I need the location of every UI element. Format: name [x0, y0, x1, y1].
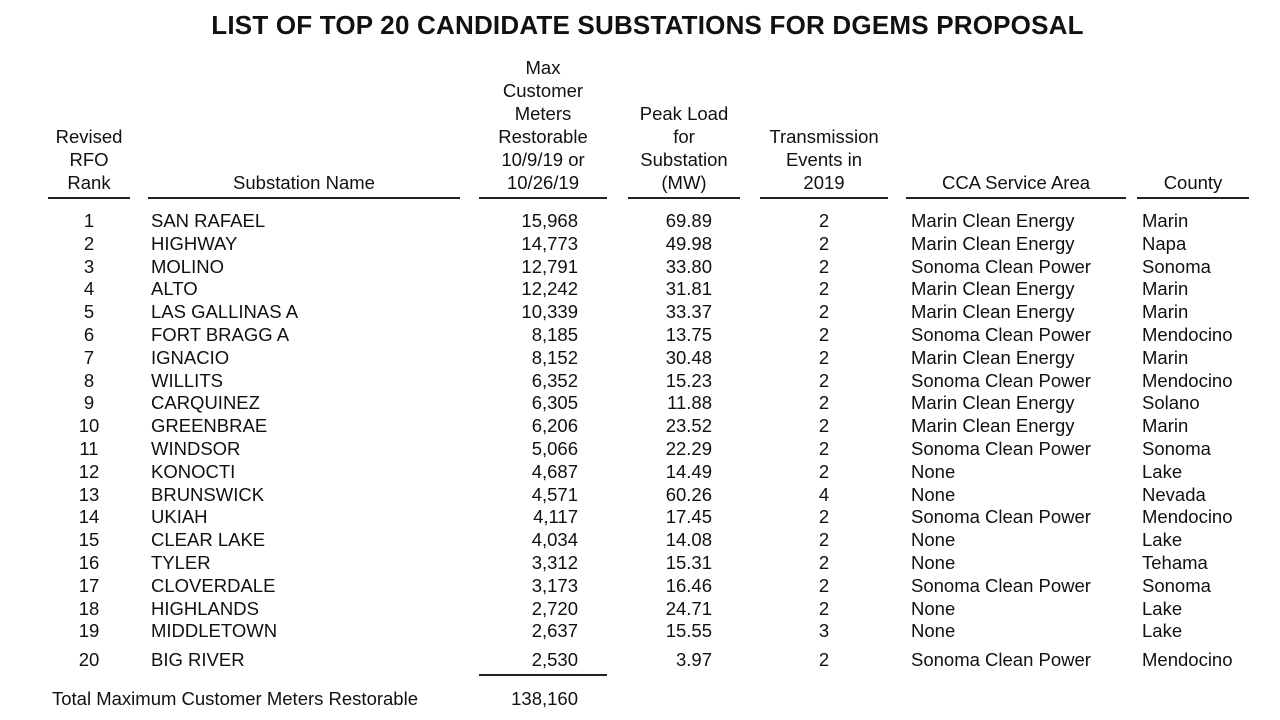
cell-rank: 11 — [79, 437, 99, 459]
cell-substation-name: SAN RAFAEL — [151, 210, 266, 231]
table-row — [0, 575, 1280, 598]
cell-transmission-events: 2 — [818, 232, 830, 254]
cell-county: Nevada — [1142, 483, 1206, 505]
cell-rank: 3 — [83, 255, 95, 277]
header-line: Substation — [640, 149, 728, 170]
header-rank — [48, 125, 130, 194]
cell-rank: 14 — [78, 506, 100, 528]
cell-cca-service-area: Sonoma Clean Power — [911, 574, 1091, 596]
cell-cca-service-area: Sonoma Clean Power — [911, 649, 1091, 671]
cell-rank: 5 — [83, 301, 95, 323]
cell-substation-name: BRUNSWICK — [151, 483, 265, 505]
cell-max-meters: 2,530 — [531, 649, 578, 671]
cell-cca-service-area: Marin Clean Energy — [911, 392, 1075, 414]
cell-peak-load: 49.98 — [665, 232, 712, 254]
cell-peak-load: 11.88 — [667, 392, 712, 414]
header-rule-meters — [479, 197, 607, 199]
cell-peak-load: 3.97 — [675, 649, 712, 671]
cell-county: Marin — [1142, 346, 1189, 368]
cell-max-meters: 4,034 — [531, 529, 578, 551]
cell-peak-load: 15.23 — [665, 369, 712, 391]
cell-peak-load: 33.37 — [665, 301, 712, 323]
header-line: RFO — [69, 149, 109, 170]
cell-rank: 13 — [78, 483, 100, 505]
cell-county: Marin — [1142, 301, 1189, 323]
cell-rank: 9 — [83, 392, 95, 414]
header-line: Max — [525, 57, 561, 78]
cell-county: Marin — [1142, 278, 1189, 300]
cell-county: Mendocino — [1142, 649, 1233, 671]
cell-cca-service-area: Marin Clean Energy — [911, 346, 1075, 368]
table-row — [0, 461, 1280, 484]
cell-county: Sonoma — [1142, 574, 1211, 596]
header-rule-name — [148, 197, 460, 199]
cell-transmission-events: 2 — [818, 649, 830, 671]
cell-max-meters: 14,773 — [521, 232, 578, 254]
table-row — [0, 301, 1280, 324]
table-row — [0, 620, 1280, 643]
cell-substation-name: LAS GALLINAS A — [151, 301, 299, 323]
cell-rank: 16 — [78, 551, 100, 573]
cell-transmission-events: 2 — [818, 597, 830, 619]
cell-cca-service-area: None — [911, 620, 956, 642]
table-row — [0, 506, 1280, 529]
header-cca-service-area — [906, 171, 1126, 194]
cell-max-meters: 4,117 — [533, 506, 578, 528]
cell-max-meters: 2,720 — [531, 597, 578, 619]
cell-rank: 12 — [78, 460, 100, 482]
header-peak-load — [628, 102, 740, 194]
cell-county: Lake — [1142, 597, 1183, 619]
cell-substation-name: MOLINO — [151, 255, 224, 277]
cell-transmission-events: 2 — [818, 415, 830, 437]
cell-peak-load: 24.71 — [665, 597, 712, 619]
cell-peak-load: 30.48 — [665, 346, 712, 368]
cell-peak-load: 22.29 — [665, 437, 712, 459]
header-line: County — [1163, 172, 1223, 193]
cell-transmission-events: 2 — [818, 323, 830, 345]
table-row — [0, 256, 1280, 279]
cell-substation-name: FORT BRAGG A — [151, 323, 290, 345]
cell-peak-load: 31.81 — [665, 278, 712, 300]
header-line: Rank — [67, 172, 111, 193]
cell-county: Sonoma — [1142, 437, 1211, 459]
header-line: 10/26/19 — [506, 172, 579, 193]
cell-county: Mendocino — [1142, 323, 1233, 345]
header-line: 10/9/19 or — [501, 149, 585, 170]
cell-peak-load: 14.08 — [665, 529, 712, 551]
cell-peak-load: 23.52 — [665, 415, 712, 437]
cell-transmission-events: 2 — [818, 255, 830, 277]
cell-transmission-events: 2 — [818, 551, 830, 573]
cell-max-meters: 6,305 — [531, 392, 578, 414]
table-row — [0, 438, 1280, 461]
cell-cca-service-area: Marin Clean Energy — [911, 301, 1075, 323]
cell-max-meters: 8,152 — [531, 346, 578, 368]
cell-max-meters: 4,571 — [531, 483, 578, 505]
cell-max-meters: 2,637 — [531, 620, 578, 642]
cell-rank: 18 — [78, 597, 100, 619]
cell-cca-service-area: Marin Clean Energy — [911, 278, 1075, 300]
cell-substation-name: HIGHWAY — [151, 232, 238, 254]
cell-max-meters: 3,312 — [531, 551, 578, 573]
cell-substation-name: WILLITS — [151, 369, 223, 391]
cell-county: Mendocino — [1142, 506, 1233, 528]
cell-transmission-events: 2 — [818, 460, 830, 482]
cell-county: Lake — [1142, 460, 1183, 482]
cell-county: Napa — [1142, 232, 1187, 254]
cell-max-meters: 12,791 — [521, 255, 578, 277]
cell-cca-service-area: Marin Clean Energy — [911, 232, 1075, 254]
cell-rank: 7 — [83, 346, 95, 368]
header-rule-cca — [906, 197, 1126, 199]
cell-peak-load: 69.89 — [665, 210, 712, 231]
cell-cca-service-area: Marin Clean Energy — [911, 415, 1075, 437]
cell-peak-load: 16.46 — [665, 574, 712, 596]
cell-substation-name: BIG RIVER — [151, 649, 245, 671]
cell-substation-name: CLEAR LAKE — [151, 529, 266, 551]
total-label: Total Maximum Customer Meters Restorable — [52, 688, 418, 709]
substation-table-body — [0, 210, 1280, 671]
table-row — [0, 552, 1280, 575]
header-rule-transmission — [760, 197, 888, 199]
cell-cca-service-area: Marin Clean Energy — [911, 210, 1075, 231]
cell-transmission-events: 2 — [818, 278, 830, 300]
cell-rank: 4 — [83, 278, 95, 300]
cell-rank: 19 — [78, 620, 100, 642]
cell-substation-name: UKIAH — [151, 506, 208, 528]
header-line: (MW) — [661, 172, 707, 193]
header-line: Events in — [785, 149, 863, 170]
cell-peak-load: 15.31 — [665, 551, 712, 573]
cell-rank: 15 — [78, 529, 100, 551]
cell-max-meters: 4,687 — [531, 460, 578, 482]
table-row — [0, 484, 1280, 507]
cell-rank: 6 — [83, 323, 95, 345]
cell-substation-name: KONOCTI — [151, 460, 236, 482]
table-row — [0, 529, 1280, 552]
header-line: Revised — [55, 126, 123, 147]
cell-rank: 2 — [83, 232, 95, 254]
header-rule-rank — [48, 197, 130, 199]
cell-max-meters: 15,968 — [521, 210, 578, 231]
cell-substation-name: IGNACIO — [151, 346, 230, 368]
cell-county: Solano — [1142, 392, 1200, 414]
cell-peak-load: 17.45 — [665, 506, 712, 528]
cell-substation-name: TYLER — [151, 551, 211, 573]
total-rule — [479, 674, 607, 676]
header-line: Substation Name — [233, 172, 375, 193]
header-line: Restorable — [498, 126, 588, 147]
table-row — [0, 233, 1280, 256]
cell-rank: 17 — [78, 574, 100, 596]
cell-county: Lake — [1142, 620, 1183, 642]
cell-max-meters: 10,339 — [521, 301, 578, 323]
header-line: CCA Service Area — [941, 172, 1091, 193]
cell-transmission-events: 2 — [818, 301, 830, 323]
cell-substation-name: ALTO — [151, 278, 198, 300]
cell-substation-name: MIDDLETOWN — [151, 620, 278, 642]
table-row — [0, 598, 1280, 621]
cell-substation-name: CLOVERDALE — [151, 574, 276, 596]
cell-rank: 10 — [78, 415, 100, 437]
cell-max-meters: 6,352 — [531, 369, 578, 391]
cell-substation-name: CARQUINEZ — [151, 392, 260, 414]
cell-max-meters: 6,206 — [531, 415, 578, 437]
cell-cca-service-area: None — [911, 551, 956, 573]
cell-cca-service-area: Sonoma Clean Power — [911, 369, 1091, 391]
cell-substation-name: GREENBRAE — [151, 415, 268, 437]
cell-max-meters: 12,242 — [521, 278, 578, 300]
cell-county: Marin — [1142, 210, 1189, 231]
header-max-meters — [479, 56, 607, 194]
cell-substation-name: HIGHLANDS — [151, 597, 259, 619]
header-line: for — [673, 126, 695, 147]
cell-peak-load: 14.49 — [665, 460, 712, 482]
cell-transmission-events: 2 — [818, 210, 830, 231]
cell-rank: 20 — [78, 649, 100, 671]
cell-peak-load: 33.80 — [665, 255, 712, 277]
table-row — [0, 392, 1280, 415]
cell-peak-load: 13.75 — [665, 323, 712, 345]
cell-county: Lake — [1142, 529, 1183, 551]
cell-county: Marin — [1142, 415, 1189, 437]
header-rule-county — [1137, 197, 1249, 199]
cell-county: Mendocino — [1142, 369, 1233, 391]
cell-cca-service-area: Sonoma Clean Power — [911, 506, 1091, 528]
cell-transmission-events: 2 — [818, 346, 830, 368]
header-line: Meters — [514, 103, 572, 124]
cell-substation-name: WINDSOR — [151, 437, 241, 459]
cell-county: Sonoma — [1142, 255, 1211, 277]
cell-cca-service-area: Sonoma Clean Power — [911, 437, 1091, 459]
cell-peak-load: 60.26 — [665, 483, 712, 505]
cell-transmission-events: 3 — [818, 620, 830, 642]
cell-cca-service-area: None — [911, 483, 956, 505]
cell-cca-service-area: None — [911, 529, 956, 551]
table-row — [0, 643, 1280, 671]
table-row — [0, 347, 1280, 370]
cell-cca-service-area: Sonoma Clean Power — [911, 323, 1091, 345]
cell-cca-service-area: None — [911, 460, 956, 482]
cell-rank: 8 — [83, 369, 95, 391]
table-row — [0, 210, 1280, 233]
cell-county: Tehama — [1142, 551, 1208, 573]
cell-max-meters: 3,173 — [531, 574, 578, 596]
cell-max-meters: 8,185 — [531, 323, 578, 345]
header-county — [1137, 171, 1249, 194]
cell-transmission-events: 2 — [818, 437, 830, 459]
table-row — [0, 324, 1280, 347]
header-line: 2019 — [803, 172, 845, 193]
header-rule-peak — [628, 197, 740, 199]
cell-max-meters: 5,066 — [531, 437, 578, 459]
cell-transmission-events: 2 — [818, 574, 830, 596]
cell-transmission-events: 2 — [818, 392, 830, 414]
header-transmission-events — [760, 125, 888, 194]
table-row — [0, 278, 1280, 301]
header-line: Customer — [502, 80, 584, 101]
table-row — [0, 370, 1280, 393]
cell-transmission-events: 2 — [818, 369, 830, 391]
cell-transmission-events: 2 — [818, 529, 830, 551]
header-substation-name — [148, 171, 460, 194]
cell-rank: 1 — [83, 210, 95, 231]
header-line: Transmission — [769, 126, 879, 147]
header-line: Peak Load — [639, 103, 729, 124]
document-title: LIST OF TOP 20 CANDIDATE SUBSTATIONS FOR DGEMS PROPOSAL — [211, 10, 1084, 40]
table-row — [0, 415, 1280, 438]
cell-cca-service-area: Sonoma Clean Power — [911, 255, 1091, 277]
total-value: 138,160 — [511, 688, 578, 709]
cell-peak-load: 15.55 — [665, 620, 712, 642]
cell-cca-service-area: None — [911, 597, 956, 619]
cell-transmission-events: 4 — [818, 483, 830, 505]
cell-transmission-events: 2 — [818, 506, 830, 528]
